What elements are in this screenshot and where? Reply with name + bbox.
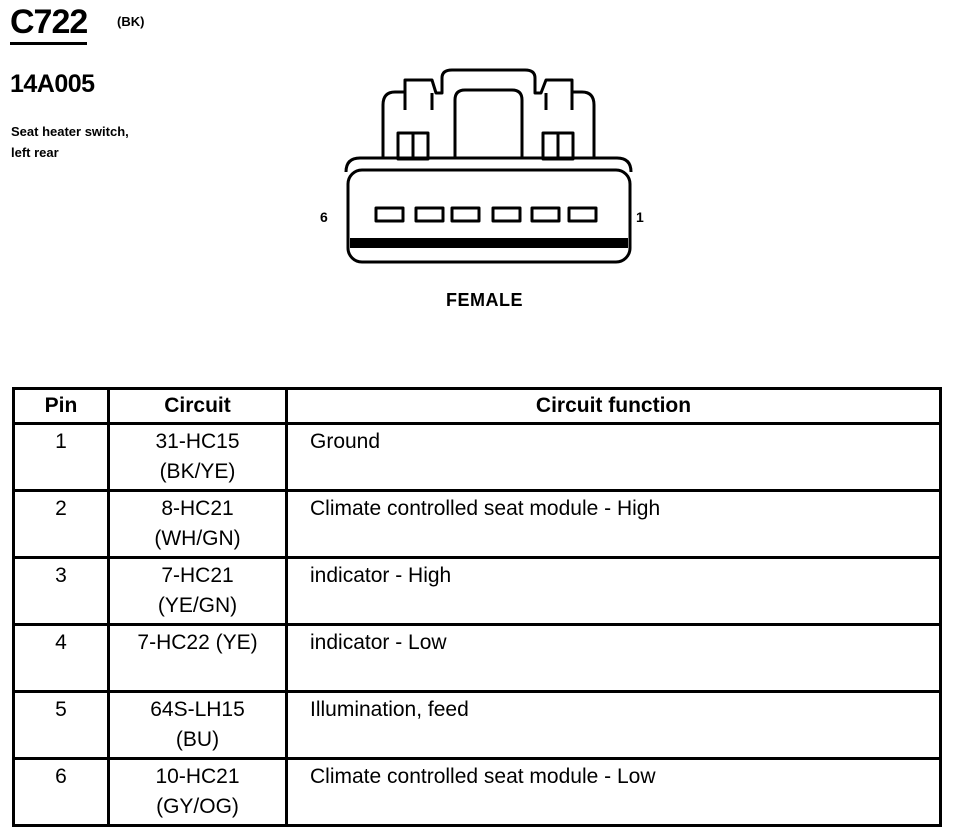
- pin-number: 1: [14, 424, 109, 491]
- circuit-function: Climate controlled seat module - High: [287, 491, 941, 558]
- connector-latch-housing: [383, 70, 594, 158]
- pin-number: 4: [14, 625, 109, 692]
- circuit-code: [109, 424, 287, 491]
- connector-face-drawing: [300, 60, 660, 320]
- part-number: 14A005: [10, 70, 95, 98]
- circuit-code: [109, 558, 287, 625]
- pin-cavity-3: [493, 208, 520, 221]
- pin-label-6: 6: [320, 209, 328, 225]
- component-description: [11, 121, 129, 163]
- connector-bottom-band: [350, 238, 628, 248]
- circuit-code-line-1: 7-HC22 (YE): [137, 631, 258, 654]
- pin-number: 6: [14, 759, 109, 826]
- pin-label-1: 1: [636, 209, 644, 225]
- header-circuit-function: Circuit function: [287, 389, 941, 424]
- pin-cavity-1: [569, 208, 596, 221]
- circuit-function: Ground: [287, 424, 941, 491]
- center-latch: [455, 90, 522, 158]
- table-row: [14, 558, 941, 625]
- circuit-code-line-1: 8-HC21: [161, 497, 234, 520]
- connector-gender-label: FEMALE: [446, 290, 523, 310]
- circuit-wire-color: (BK/YE): [159, 460, 236, 483]
- table-row: [14, 424, 941, 491]
- circuit-wire-color: (YE/GN): [157, 594, 238, 617]
- circuit-code-line-1: 31-HC15: [155, 430, 240, 453]
- circuit-code-line-1: 10-HC21: [155, 765, 240, 788]
- connector-body: [348, 170, 630, 262]
- pinout-table: [12, 387, 942, 827]
- pin-number: 5: [14, 692, 109, 759]
- description-line-1: Seat heater switch,: [11, 124, 129, 139]
- circuit-function: Climate controlled seat module - Low: [287, 759, 941, 826]
- latch-inner-line: [405, 92, 572, 110]
- circuit-code: [109, 692, 287, 759]
- pin-cavity-5: [416, 208, 443, 221]
- pin-number: 2: [14, 491, 109, 558]
- description-line-2: left rear: [11, 145, 59, 160]
- pin-cavity-4: [452, 208, 479, 221]
- table-row: [14, 692, 941, 759]
- table-row: [14, 759, 941, 826]
- circuit-function: indicator - Low: [287, 625, 941, 692]
- circuit-function: Illumination, feed: [287, 692, 941, 759]
- circuit-function: indicator - High: [287, 558, 941, 625]
- circuit-wire-color: (WH/GN): [154, 527, 241, 550]
- circuit-code-line-1: 64S-LH15: [150, 698, 245, 721]
- circuit-wire-color: (GY/OG): [156, 795, 239, 818]
- circuit-code: [109, 625, 287, 692]
- circuit-code: [109, 491, 287, 558]
- pin-cavity-2: [532, 208, 559, 221]
- circuit-code: [109, 759, 287, 826]
- connector-id: C722: [10, 4, 87, 45]
- table-header-row: [14, 389, 941, 424]
- table-row: [14, 625, 941, 692]
- header-pin: Pin: [14, 389, 109, 424]
- header-circuit: Circuit: [109, 389, 287, 424]
- connector-color: (BK): [117, 14, 145, 29]
- pin-cavity-6: [376, 208, 403, 221]
- circuit-code-line-1: 7-HC21: [161, 564, 234, 587]
- circuit-wire-color: (BU): [175, 728, 220, 751]
- table-row: [14, 491, 941, 558]
- pin-number: 3: [14, 558, 109, 625]
